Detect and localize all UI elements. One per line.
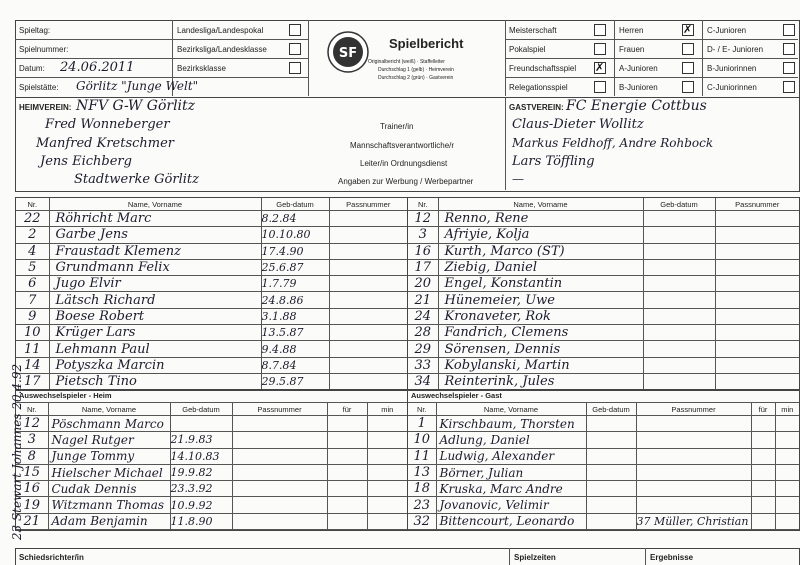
cat-c-juniorinnen-checkbox[interactable]	[783, 81, 795, 93]
table-row[interactable]: 5 Grundmann Felix 25.6.87	[16, 259, 407, 275]
cat-c-juniorinnen: C-Juniorinnen	[707, 83, 757, 92]
cat-frauen-checkbox[interactable]	[682, 43, 694, 55]
table-row[interactable]: 19 Witzmann Thomas 10.9.92	[16, 497, 407, 513]
gastverein-value[interactable]: FC Energie Cottbus	[566, 98, 707, 114]
cat-de-junioren-checkbox[interactable]	[783, 43, 795, 55]
table-row[interactable]: 17 Pietsch Tino 29.5.87	[16, 373, 407, 389]
table-row[interactable]: 11 Lehmann Paul 9.4.88	[16, 341, 407, 357]
home-players-table	[15, 197, 408, 391]
heimverein-value[interactable]: NFV G-W Görlitz	[76, 98, 196, 114]
table-row[interactable]: 10 Krüger Lars 13.5.87	[16, 325, 407, 341]
datum-value[interactable]: 24.06.2011	[60, 60, 135, 75]
title-sub-1: Originalbericht (weiß) · Staffelleiter	[368, 59, 445, 65]
cat-a-junioren-checkbox[interactable]	[682, 62, 694, 74]
col-nr: Nr.	[16, 198, 49, 211]
cat-frauen: Frauen	[619, 45, 645, 54]
table-row[interactable]: 12 Renno, Rene	[408, 211, 799, 227]
cat-b-junioren: B-Junioren	[619, 83, 658, 92]
table-row[interactable]: 29 Sörensen, Dennis	[408, 341, 799, 357]
cat-herren-checkbox[interactable]	[682, 24, 694, 36]
title-sub-3: Durchschlag 2 (grün) · Gastverein	[378, 75, 454, 81]
table-row[interactable]: 10 Adlung, Daniel	[408, 432, 799, 448]
cat-b-juniorinnen: B-Juniorinnen	[707, 64, 757, 73]
col-name: Name, Vorname	[49, 198, 261, 211]
table-row[interactable]: 16 Kurth, Marco (ST)	[408, 243, 799, 259]
table-row[interactable]: 3 Afriyie, Kolja	[408, 227, 799, 243]
league-bezirksklasse: Bezirksklasse	[177, 64, 226, 73]
werbung-label: Angaben zur Werbung / Werbepartner	[338, 177, 474, 186]
league-bezirksklasse-checkbox[interactable]	[289, 62, 301, 74]
table-row[interactable]: 2 Garbe Jens 10.10.80	[16, 227, 407, 243]
away-verantwortliche-value[interactable]: Markus Feldhoff, Andre Rohbock	[512, 136, 714, 150]
table-row[interactable]: 3 Nagel Rutger 21.9.83	[16, 432, 407, 448]
type-freundschaftsspiel-checkbox[interactable]	[594, 62, 606, 74]
table-row[interactable]: 22 Röhricht Marc 8.2.84	[16, 211, 407, 227]
spieltag-label: Spieltag:	[19, 26, 51, 35]
type-pokalspiel: Pokalspiel	[509, 45, 546, 54]
table-row[interactable]: 20 Engel, Konstantin	[408, 276, 799, 292]
table-row[interactable]: 24 Kronaveter, Rok	[408, 308, 799, 324]
table-row[interactable]: 15 Hielscher Michael 19.9.82	[16, 464, 407, 480]
table-row[interactable]: 9 Boese Robert 3.1.88	[16, 308, 407, 324]
away-players-table: Nr. Name, Vorname Geb-datum Passnummer 12 Renno, Rene 3 Afriyie, Kolja 16 Kurth, Marco (ST) 17 Ziebig, Daniel 20 Engel, Konstantin 21 Hünemeier, Uwe 24 Kronaveter, Rok 28 Fandrich, Clemens 29 Sörensen, Dennis 33 Kobylanski, Martin 34 Reinterink, Jules	[407, 197, 800, 391]
check-mark-icon: ✗	[595, 62, 605, 74]
table-row[interactable]: 34 Reinterink, Jules	[408, 373, 799, 389]
table-row[interactable]: 21 Hünemeier, Uwe	[408, 292, 799, 308]
away-ordnungsdienst-value[interactable]: Lars Töffling	[512, 154, 595, 169]
table-row[interactable]: 28 Fandrich, Clemens	[408, 325, 799, 341]
table-row[interactable]: 18 Kruska, Marc Andre	[408, 481, 799, 497]
table-row[interactable]: 1 Kirschbaum, Thorsten	[408, 416, 799, 432]
col-dob: Geb-datum	[261, 198, 329, 211]
spielzeiten-label: Spielzeiten	[514, 553, 556, 562]
home-ordnungsdienst-value[interactable]: Jens Eichberg	[40, 154, 132, 169]
league-landesliga-checkbox[interactable]	[289, 24, 301, 36]
cat-b-junioren-checkbox[interactable]	[682, 81, 694, 93]
table-row[interactable]: 7 Lätsch Richard 24.8.86	[16, 292, 407, 308]
type-freundschaftsspiel: Freundschaftsspiel	[509, 64, 577, 73]
away-werbung-value[interactable]: —	[512, 172, 524, 186]
page-title: Spielbericht	[389, 36, 464, 51]
table-row[interactable]: 14 Potyszka Marcin 8.7.84	[16, 357, 407, 373]
table-row[interactable]: 32 Bittencourt, Leonardo 37 Müller, Christian	[408, 513, 799, 529]
table-row[interactable]: 21 Adam Benjamin 11.8.90	[16, 513, 407, 529]
col-pass: Passnummer	[329, 198, 407, 211]
home-subs-table: Auswechselspieler - Heim Nr. Name, Vorname Geb-datum Passnummer für min 12 Pöschmann Marco 3 Nagel Rutger 21.9.83 8 Junge Tommy 14.10.83 15 Hielscher Michael 19.9.82 16 Cudak Dennis 23.3.92 19 Witzmann Thomas 10.9.92 21 Adam Benjamin 11.8.90	[15, 389, 408, 531]
league-landesliga: Landesliga/Landespokal	[177, 26, 264, 35]
away-subs-title: Auswechselspieler - Gast	[408, 390, 799, 403]
league-bezirksliga: Bezirksliga/Landesklasse	[177, 45, 267, 54]
margin-note: 23 Stewart Johannes 20.4.92	[10, 363, 24, 541]
heimverein-label: HEIMVEREIN:	[19, 103, 72, 112]
table-row[interactable]: 8 Junge Tommy 14.10.83	[16, 448, 407, 464]
association-logo-icon	[326, 30, 370, 74]
home-verantwortliche-value[interactable]: Manfred Kretschmer	[36, 136, 175, 151]
type-pokalspiel-checkbox[interactable]	[594, 43, 606, 55]
gastverein-label: GASTVEREIN:	[509, 103, 564, 112]
svg-text:SF: SF	[338, 46, 358, 61]
ergebnisse-label: Ergebnisse	[650, 553, 694, 562]
type-relegationsspiel-checkbox[interactable]	[594, 81, 606, 93]
home-trainer-value[interactable]: Fred Wonneberger	[45, 117, 170, 132]
table-row[interactable]: 13 Börner, Julian	[408, 464, 799, 480]
away-trainer-value[interactable]: Claus-Dieter Wollitz	[512, 117, 644, 132]
verantwortliche-label: Mannschaftsverantwortliche/r	[350, 141, 455, 150]
spielstaette-label: Spielstätte:	[19, 83, 59, 92]
type-meisterschaft: Meisterschaft	[509, 26, 557, 35]
type-relegationsspiel: Relegationsspiel	[509, 83, 568, 92]
ordnungsdienst-label: Leiter/in Ordnungsdienst	[360, 159, 448, 168]
cat-de-junioren: D- / E- Junioren	[707, 45, 764, 54]
table-row[interactable]: 12 Pöschmann Marco	[16, 416, 407, 432]
cat-c-junioren: C-Junioren	[707, 26, 747, 35]
schiedsrichter-label: Schiedsrichter/in	[19, 553, 84, 562]
home-werbung-value[interactable]: Stadtwerke Görlitz	[74, 172, 199, 187]
cat-c-junioren-checkbox[interactable]	[783, 24, 795, 36]
title-sub-2: Durchschlag 1 (gelb) · Heimverein	[378, 67, 454, 73]
spielnummer-label: Spielnummer:	[19, 45, 69, 54]
type-meisterschaft-checkbox[interactable]	[594, 24, 606, 36]
table-row[interactable]: 33 Kobylanski, Martin	[408, 357, 799, 373]
cat-a-junioren: A-Junioren	[619, 64, 658, 73]
home-subs-title: Auswechselspieler - Heim	[16, 390, 407, 403]
away-subs-table: Auswechselspieler - Gast Nr. Name, Vorname Geb-datum Passnummer für min 1 Kirschbaum, Thorsten 10 Adlung, Daniel 11 Ludwig, Alexander 13 Börner, Julian 18 Kruska, Marc Andre 23 Jovanovic, Velimir 32 Bittencourt, Leonardo 37 Müller, Christian	[407, 389, 800, 531]
table-row[interactable]: 4 Fraustadt Klemenz 17.4.90	[16, 243, 407, 259]
table-row[interactable]: 16 Cudak Dennis 23.3.92	[16, 481, 407, 497]
table-row[interactable]: 17 Ziebig, Daniel	[408, 259, 799, 275]
cat-b-juniorinnen-checkbox[interactable]	[783, 62, 795, 74]
table-row[interactable]: 11 Ludwig, Alexander	[408, 448, 799, 464]
league-bezirksliga-checkbox[interactable]	[289, 43, 301, 55]
table-row[interactable]: 6 Jugo Elvir 1.7.79	[16, 276, 407, 292]
cat-herren: Herren	[619, 26, 644, 35]
table-row[interactable]: 23 Jovanovic, Velimir	[408, 497, 799, 513]
datum-label: Datum:	[19, 64, 45, 73]
trainer-label: Trainer/in	[380, 122, 414, 131]
check-mark-icon: ✗	[683, 24, 693, 36]
spielstaette-value[interactable]: Görlitz "Junge Welt"	[76, 79, 199, 93]
